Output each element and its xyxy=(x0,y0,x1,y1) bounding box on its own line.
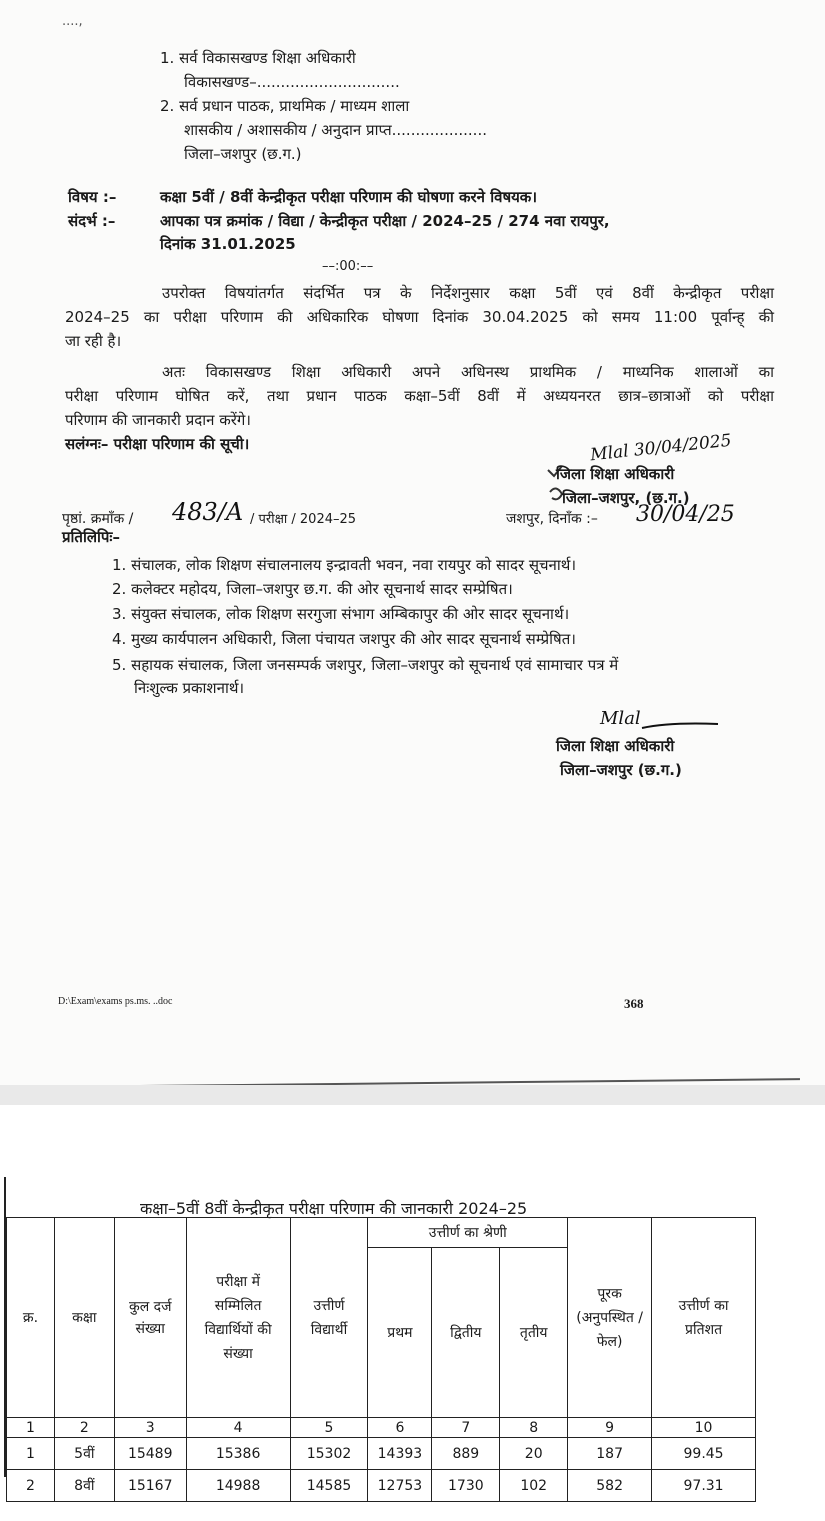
column-number: 5 xyxy=(290,1418,368,1438)
header-pass-percent: उत्तीर्ण का प्रतिशत xyxy=(652,1218,756,1418)
column-number: 10 xyxy=(652,1418,756,1438)
reference-date: दिनांक 31.01.2025 xyxy=(160,235,296,253)
header-first: प्रथम xyxy=(368,1248,432,1418)
results-page xyxy=(0,1105,825,1521)
paragraph-line: परिणाम की जानकारी प्रदान करेंगे। xyxy=(65,411,251,429)
column-number: 6 xyxy=(368,1418,432,1438)
recipient-line: 1. सर्व विकासखण्ड शिक्षा अधिकारी xyxy=(160,49,356,67)
page-separator xyxy=(0,1085,825,1105)
cell-passed: 14585 xyxy=(290,1470,368,1502)
attachment-note: सलंग्नः– परीक्षा परिणाम की सूची। xyxy=(65,435,250,453)
cell-class: 5वीं xyxy=(54,1438,114,1470)
footer-path: D:\Exam\exams ps.ms. ..doc xyxy=(58,996,173,1007)
cell-second: 889 xyxy=(432,1438,500,1470)
subject-text: कक्षा 5वीं / 8वीं केन्द्रीकृत परीक्षा परिणाम की घोषणा करने विषयक। xyxy=(160,188,538,206)
header-second: द्वितीय xyxy=(432,1248,500,1418)
signature-place: जिला–जशपुर, (छ.ग.) xyxy=(562,489,690,507)
column-number: 9 xyxy=(568,1418,652,1438)
table-row xyxy=(7,1470,756,1502)
cell-second: 1730 xyxy=(432,1470,500,1502)
copy-item: 2. कलेक्टर महोदय, जिला–जशपुर छ.ग. की ओर सूचनार्थ सादर सम्प्रेषित। xyxy=(112,580,513,598)
reference-text: आपका पत्र क्रमांक / विद्या / केन्द्रीकृत परीक्षा / 2024–25 / 274 नवा रायपुर, xyxy=(160,212,610,230)
header-enrolled: कुल दर्ज संख्या xyxy=(114,1218,186,1418)
header-division-group: उत्तीर्ण का श्रेणी xyxy=(368,1218,568,1248)
copy-item: 5. सहायक संचालक, जिला जनसम्पर्क जशपुर, जिला–जशपुर को सूचनार्थ एवं सामाचार पत्र में xyxy=(112,656,619,674)
cell-class: 8वीं xyxy=(54,1470,114,1502)
cell-supplementary: 582 xyxy=(568,1470,652,1502)
cell-appeared: 14988 xyxy=(186,1470,290,1502)
column-number-row xyxy=(7,1418,756,1438)
copy-item: 1. संचालक, लोक शिक्षण संचालनालय इन्द्रावती भवन, नवा रायपुर को सादर सूचनार्थ। xyxy=(112,556,577,574)
paragraph-line: 2024–25 का परीक्षा परिणाम की अधिकारिक घोषणा दिनांक 30.04.2025 को समय 11:00 पूर्वान्ह् की xyxy=(65,308,774,326)
recipient-line: विकासखण्ड–.............................. xyxy=(184,73,400,91)
copy-item: 4. मुख्य कार्यपालन अधिकारी, जिला पंचायत जशपुर की ओर सादर सूचनार्थ सम्प्रेषित। xyxy=(112,630,576,648)
endorsement-date: 30/04/25 xyxy=(636,502,735,527)
header-class: कक्षा xyxy=(54,1218,114,1418)
endorsement-prefix: पृष्ठां. क्रमाँक / xyxy=(62,511,134,527)
signature-scribble: Mlal 30/04/2025 xyxy=(589,430,733,466)
table-title: कक्षा–5वीं 8वीं केन्द्रीकृत परीक्षा परिणाम की जानकारी 2024–25 xyxy=(140,1199,528,1218)
recipient-line: 2. सर्व प्रधान पाठक, प्राथमिक / माध्यम शाला xyxy=(160,97,410,115)
column-number: 3 xyxy=(114,1418,186,1438)
paragraph-line: जा रही है। xyxy=(65,332,122,350)
cell-pass-percent: 97.31 xyxy=(652,1470,756,1502)
endorsement-suffix: / परीक्षा / 2024–25 xyxy=(250,512,357,527)
signature-stroke-icon xyxy=(640,718,720,732)
page-number: 368 xyxy=(624,996,644,1011)
cell-supplementary: 187 xyxy=(568,1438,652,1470)
table-row xyxy=(7,1438,756,1470)
paragraph-line: उपरोक्त विषयांतर्गत संदर्भित पत्र के निर्देशनुसार कक्षा 5वीं एवं 8वीं केन्द्रीकृत परीक्षा xyxy=(162,284,774,302)
endorsement-number: 483/A xyxy=(172,498,244,526)
cell-first: 12753 xyxy=(368,1470,432,1502)
recipient-line: शासकीय / अशासकीय / अनुदान प्राप्त.................... xyxy=(184,121,487,139)
header-supplementary: पूरक (अनुपस्थित / फेल) xyxy=(568,1218,652,1418)
column-number: 8 xyxy=(500,1418,568,1438)
reference-label: संदर्भ :– xyxy=(68,212,116,230)
header-sno: क्र. xyxy=(7,1218,55,1418)
recipient-line: जिला–जशपुर (छ.ग.) xyxy=(184,145,302,163)
results-table xyxy=(6,1217,756,1502)
signature-scribble: Mlal xyxy=(600,708,641,729)
cell-first: 14393 xyxy=(368,1438,432,1470)
signature-title: जिला शिक्षा अधिकारी xyxy=(556,737,675,755)
column-number: 2 xyxy=(54,1418,114,1438)
copy-item: 3. संयुक्त संचालक, लोक शिक्षण सरगुजा संभाग अम्बिकापुर की ओर सादर सूचनार्थ। xyxy=(112,605,570,623)
cell-sno: 1 xyxy=(7,1438,55,1470)
cell-appeared: 15386 xyxy=(186,1438,290,1470)
column-number: 4 xyxy=(186,1418,290,1438)
column-number: 7 xyxy=(432,1418,500,1438)
signature-title: जिला शिक्षा अधिकारी xyxy=(556,465,675,483)
cell-third: 20 xyxy=(500,1438,568,1470)
divider: ––:00:–– xyxy=(322,259,374,274)
cell-enrolled: 15167 xyxy=(114,1470,186,1502)
endorsement-place-date: जशपुर, दिनाँक :– xyxy=(506,511,598,527)
cell-third: 102 xyxy=(500,1470,568,1502)
column-number: 1 xyxy=(7,1418,55,1438)
header-third: तृतीय xyxy=(500,1248,568,1418)
paragraph-line: परीक्षा परिणाम घोषित करें, तथा प्रधान पाठक कक्षा–5वीं 8वीं में अध्ययनरत छात्र–छात्राओं को परीक्षा xyxy=(65,387,774,405)
cell-enrolled: 15489 xyxy=(114,1438,186,1470)
copy-item: निःशुल्क प्रकाशनार्थ। xyxy=(134,679,245,697)
header-appeared: परीक्षा में सम्मिलित विद्यार्थियों की संख्या xyxy=(186,1218,290,1418)
cell-passed: 15302 xyxy=(290,1438,368,1470)
cell-pass-percent: 99.45 xyxy=(652,1438,756,1470)
top-mark: ...., xyxy=(62,14,83,29)
paragraph-line: अतः विकासखण्ड शिक्षा अधिकारी अपने अधिनस्थ प्राथमिक / माध्यनिक शालाओं का xyxy=(162,363,774,381)
header-passed: उत्तीर्ण विद्यार्थी xyxy=(290,1218,368,1418)
subject-label: विषय :– xyxy=(68,188,117,206)
copy-label: प्रतिलिपिः– xyxy=(62,528,120,546)
cell-sno: 2 xyxy=(7,1470,55,1502)
signature-place: जिला–जशपुर (छ.ग.) xyxy=(560,761,682,779)
